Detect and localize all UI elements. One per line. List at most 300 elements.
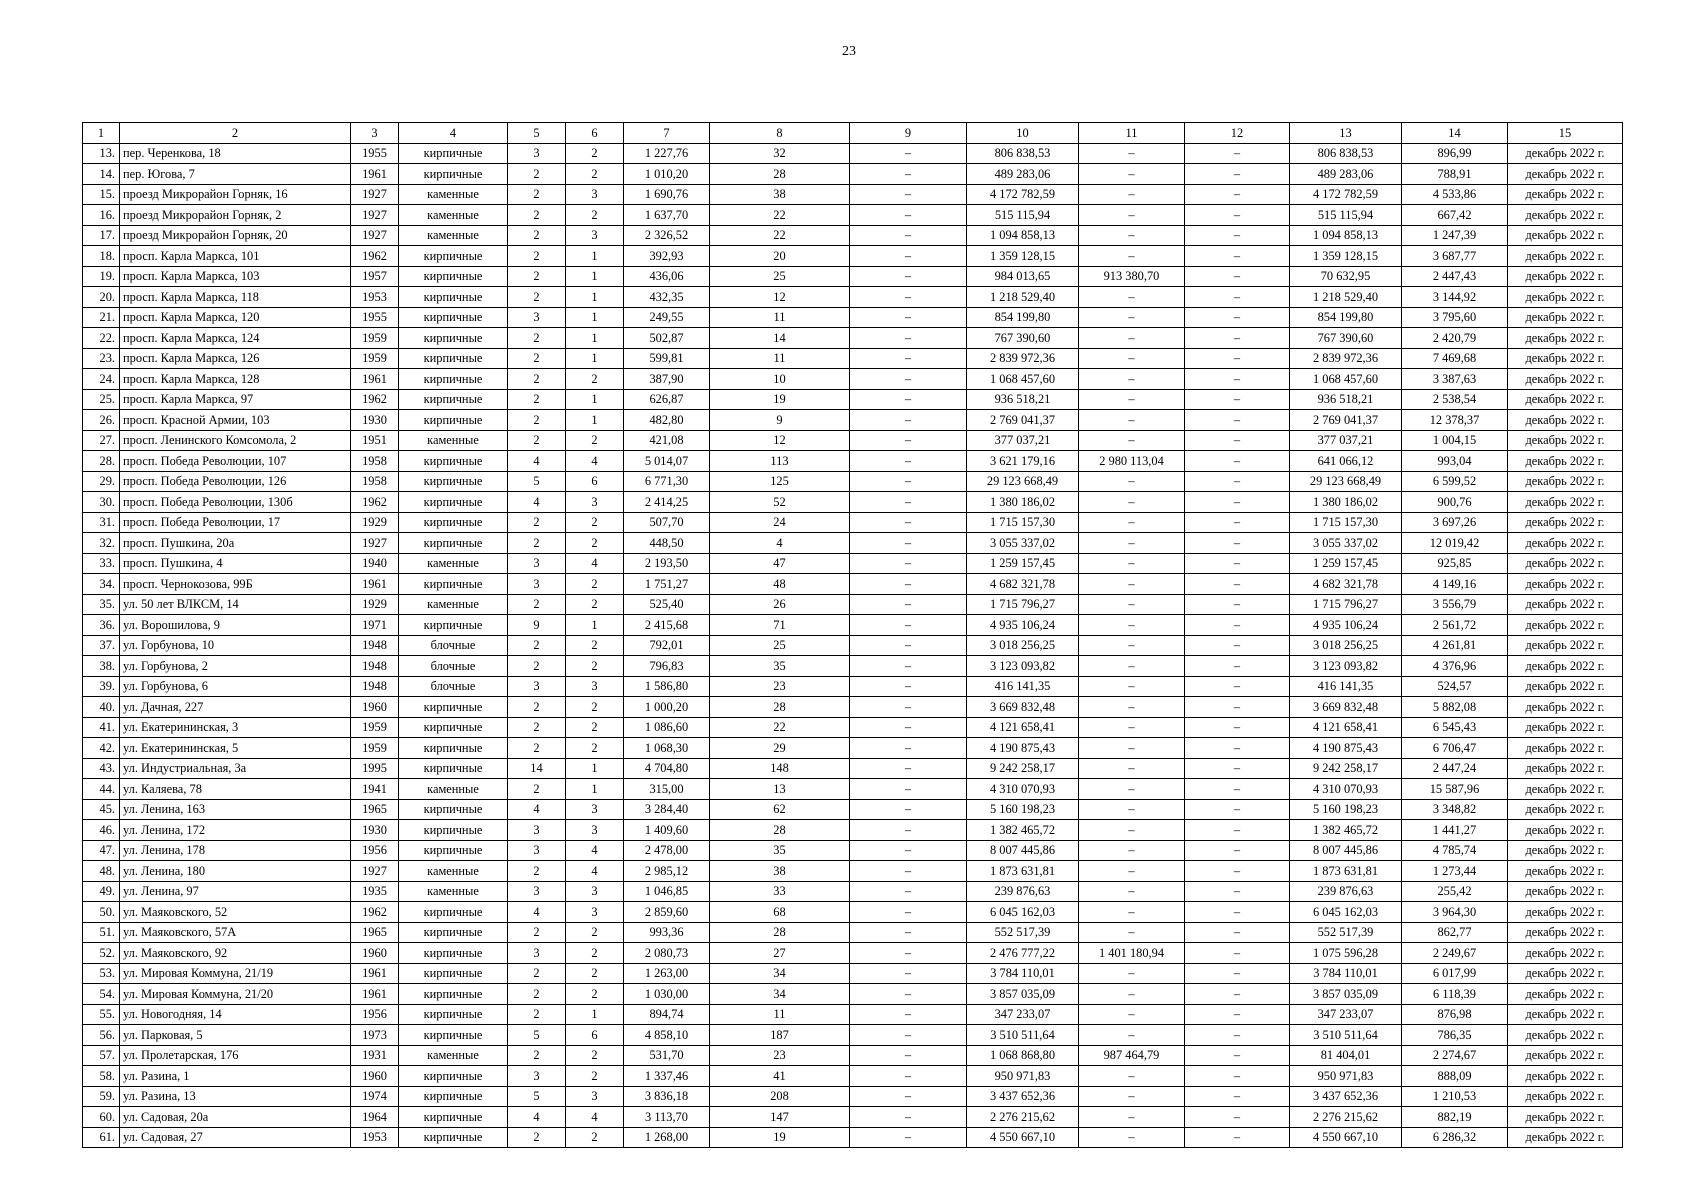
table-cell-col-13: 1 873 631,81	[1290, 861, 1402, 882]
table-cell-col-11: –	[1079, 656, 1185, 677]
table-cell-col-12: –	[1185, 758, 1290, 779]
table-cell-col-3: 1971	[351, 615, 399, 636]
table-cell-col-13: 1 075 596,28	[1290, 943, 1402, 964]
table-cell-col-12: –	[1185, 820, 1290, 841]
table-cell-col-12: –	[1185, 984, 1290, 1005]
table-cell-col-14: 3 144,92	[1402, 287, 1508, 308]
table-cell-col-14: 3 387,63	[1402, 369, 1508, 390]
table-cell-col-8: 38	[710, 184, 850, 205]
table-cell-col-5: 2	[508, 389, 566, 410]
table-cell-col-9: –	[850, 881, 967, 902]
table-cell-col-11: –	[1079, 861, 1185, 882]
table-cell-col-7: 1 000,20	[624, 697, 710, 718]
table-cell-col-6: 1	[566, 389, 624, 410]
column-header-13: 13	[1290, 123, 1402, 144]
table-cell-col-2: просп. Карла Маркса, 103	[120, 266, 351, 287]
table-cell-col-4: кирпичные	[399, 943, 508, 964]
table-cell-col-9: –	[850, 512, 967, 533]
table-cell-col-15: декабрь 2022 г.	[1508, 943, 1623, 964]
table-cell-col-1: 48.	[83, 861, 120, 882]
table-row	[83, 676, 1623, 697]
table-cell-col-1: 54.	[83, 984, 120, 1005]
table-cell-col-15: декабрь 2022 г.	[1508, 369, 1623, 390]
table-cell-col-7: 626,87	[624, 389, 710, 410]
table-cell-col-9: –	[850, 963, 967, 984]
table-cell-col-8: 26	[710, 594, 850, 615]
table-cell-col-1: 55.	[83, 1004, 120, 1025]
table-cell-col-11: –	[1079, 471, 1185, 492]
table-cell-col-7: 5 014,07	[624, 451, 710, 472]
table-cell-col-4: кирпичные	[399, 717, 508, 738]
column-header-14: 14	[1402, 123, 1508, 144]
table-cell-col-2: ул. Ворошилова, 9	[120, 615, 351, 636]
table-cell-col-7: 599,81	[624, 348, 710, 369]
table-cell-col-7: 507,70	[624, 512, 710, 533]
table-cell-col-11: –	[1079, 246, 1185, 267]
table-cell-col-8: 41	[710, 1066, 850, 1087]
table-cell-col-3: 1974	[351, 1086, 399, 1107]
table-cell-col-8: 25	[710, 635, 850, 656]
table-cell-col-9: –	[850, 1066, 967, 1087]
table-row	[83, 738, 1623, 759]
table-cell-col-4: каменные	[399, 553, 508, 574]
table-cell-col-14: 1 441,27	[1402, 820, 1508, 841]
table-cell-col-9: –	[850, 943, 967, 964]
table-cell-col-5: 2	[508, 164, 566, 185]
table-cell-col-6: 6	[566, 1025, 624, 1046]
table-cell-col-13: 4 310 070,93	[1290, 779, 1402, 800]
table-cell-col-11: –	[1079, 1127, 1185, 1148]
table-cell-col-6: 3	[566, 492, 624, 513]
table-cell-col-14: 5 882,08	[1402, 697, 1508, 718]
table-cell-col-10: 1 359 128,15	[967, 246, 1079, 267]
table-cell-col-1: 36.	[83, 615, 120, 636]
table-cell-col-3: 1958	[351, 471, 399, 492]
table-cell-col-10: 4 550 667,10	[967, 1127, 1079, 1148]
table-cell-col-13: 854 199,80	[1290, 307, 1402, 328]
table-cell-col-9: –	[850, 1107, 967, 1128]
table-cell-col-13: 5 160 198,23	[1290, 799, 1402, 820]
table-cell-col-14: 3 556,79	[1402, 594, 1508, 615]
table-cell-col-12: –	[1185, 389, 1290, 410]
table-cell-col-1: 43.	[83, 758, 120, 779]
table-cell-col-14: 4 785,74	[1402, 840, 1508, 861]
table-cell-col-10: 29 123 668,49	[967, 471, 1079, 492]
table-cell-col-2: проезд Микрорайон Горняк, 2	[120, 205, 351, 226]
table-cell-col-5: 2	[508, 779, 566, 800]
table-cell-col-14: 3 687,77	[1402, 246, 1508, 267]
table-cell-col-3: 1959	[351, 738, 399, 759]
table-cell-col-2: ул. Маяковского, 92	[120, 943, 351, 964]
table-row	[83, 266, 1623, 287]
table-cell-col-15: декабрь 2022 г.	[1508, 1025, 1623, 1046]
table-cell-col-2: ул. Разина, 13	[120, 1086, 351, 1107]
table-cell-col-14: 6 706,47	[1402, 738, 1508, 759]
table-row	[83, 615, 1623, 636]
table-cell-col-7: 1 068,30	[624, 738, 710, 759]
table-row	[83, 1004, 1623, 1025]
table-cell-col-14: 12 378,37	[1402, 410, 1508, 431]
table-cell-col-14: 4 261,81	[1402, 635, 1508, 656]
table-cell-col-3: 1948	[351, 676, 399, 697]
table-cell-col-3: 1953	[351, 1127, 399, 1148]
table-cell-col-9: –	[850, 758, 967, 779]
table-cell-col-11: –	[1079, 328, 1185, 349]
table-cell-col-15: декабрь 2022 г.	[1508, 410, 1623, 431]
table-cell-col-5: 2	[508, 184, 566, 205]
table-cell-col-8: 11	[710, 348, 850, 369]
table-cell-col-12: –	[1185, 348, 1290, 369]
table-cell-col-2: просп. Победа Революции, 107	[120, 451, 351, 472]
table-cell-col-9: –	[850, 779, 967, 800]
table-cell-col-1: 41.	[83, 717, 120, 738]
table-cell-col-6: 2	[566, 697, 624, 718]
table-cell-col-10: 3 784 110,01	[967, 963, 1079, 984]
table-row	[83, 389, 1623, 410]
table-cell-col-5: 2	[508, 246, 566, 267]
table-row	[83, 410, 1623, 431]
table-cell-col-11: –	[1079, 430, 1185, 451]
table-cell-col-9: –	[850, 389, 967, 410]
table-cell-col-9: –	[850, 717, 967, 738]
column-header-10: 10	[967, 123, 1079, 144]
table-cell-col-2: ул. Горбунова, 10	[120, 635, 351, 656]
table-cell-col-4: кирпичные	[399, 492, 508, 513]
table-cell-col-4: кирпичные	[399, 1066, 508, 1087]
table-cell-col-8: 9	[710, 410, 850, 431]
table-cell-col-4: кирпичные	[399, 820, 508, 841]
table-cell-col-5: 2	[508, 1004, 566, 1025]
table-cell-col-15: декабрь 2022 г.	[1508, 164, 1623, 185]
table-cell-col-13: 3 055 337,02	[1290, 533, 1402, 554]
table-cell-col-8: 11	[710, 1004, 850, 1025]
table-cell-col-12: –	[1185, 1004, 1290, 1025]
table-cell-col-11: –	[1079, 225, 1185, 246]
table-cell-col-4: кирпичные	[399, 1086, 508, 1107]
table-cell-col-11: –	[1079, 697, 1185, 718]
table-cell-col-9: –	[850, 635, 967, 656]
table-cell-col-4: каменные	[399, 225, 508, 246]
table-cell-col-9: –	[850, 471, 967, 492]
table-cell-col-5: 3	[508, 820, 566, 841]
table-cell-col-12: –	[1185, 1066, 1290, 1087]
table-cell-col-11: –	[1079, 963, 1185, 984]
table-cell-col-9: –	[850, 553, 967, 574]
table-cell-col-10: 4 121 658,41	[967, 717, 1079, 738]
table-cell-col-6: 1	[566, 266, 624, 287]
table-cell-col-1: 47.	[83, 840, 120, 861]
table-cell-col-1: 30.	[83, 492, 120, 513]
table-cell-col-9: –	[850, 676, 967, 697]
table-cell-col-4: кирпичные	[399, 758, 508, 779]
table-cell-col-9: –	[850, 410, 967, 431]
table-cell-col-10: 4 310 070,93	[967, 779, 1079, 800]
table-cell-col-11: –	[1079, 348, 1185, 369]
table-cell-col-7: 2 859,60	[624, 902, 710, 923]
table-cell-col-6: 6	[566, 471, 624, 492]
table-cell-col-4: кирпичные	[399, 389, 508, 410]
table-cell-col-14: 900,76	[1402, 492, 1508, 513]
table-cell-col-9: –	[850, 225, 967, 246]
table-cell-col-11: –	[1079, 553, 1185, 574]
table-cell-col-1: 52.	[83, 943, 120, 964]
table-cell-col-7: 482,80	[624, 410, 710, 431]
table-cell-col-5: 4	[508, 902, 566, 923]
table-cell-col-1: 14.	[83, 164, 120, 185]
table-cell-col-2: просп. Карла Маркса, 118	[120, 287, 351, 308]
table-cell-col-8: 187	[710, 1025, 850, 1046]
table-cell-col-1: 50.	[83, 902, 120, 923]
table-cell-col-8: 52	[710, 492, 850, 513]
table-cell-col-8: 208	[710, 1086, 850, 1107]
table-cell-col-10: 239 876,63	[967, 881, 1079, 902]
table-cell-col-11: –	[1079, 1107, 1185, 1128]
table-cell-col-2: ул. Разина, 1	[120, 1066, 351, 1087]
table-cell-col-8: 11	[710, 307, 850, 328]
table-cell-col-3: 1962	[351, 389, 399, 410]
table-cell-col-13: 3 437 652,36	[1290, 1086, 1402, 1107]
table-cell-col-7: 2 415,68	[624, 615, 710, 636]
table-cell-col-15: декабрь 2022 г.	[1508, 225, 1623, 246]
table-cell-col-5: 14	[508, 758, 566, 779]
table-cell-col-6: 2	[566, 922, 624, 943]
table-cell-col-15: декабрь 2022 г.	[1508, 328, 1623, 349]
table-cell-col-9: –	[850, 287, 967, 308]
table-cell-col-3: 1959	[351, 717, 399, 738]
column-header-4: 4	[399, 123, 508, 144]
table-cell-col-10: 4 172 782,59	[967, 184, 1079, 205]
table-cell-col-12: –	[1185, 861, 1290, 882]
table-cell-col-8: 19	[710, 1127, 850, 1148]
table-cell-col-10: 4 190 875,43	[967, 738, 1079, 759]
table-cell-col-3: 1927	[351, 225, 399, 246]
table-cell-col-12: –	[1185, 881, 1290, 902]
table-cell-col-8: 27	[710, 943, 850, 964]
table-cell-col-14: 4 533,86	[1402, 184, 1508, 205]
table-cell-col-11: –	[1079, 779, 1185, 800]
table-cell-col-15: декабрь 2022 г.	[1508, 512, 1623, 533]
table-cell-col-12: –	[1185, 922, 1290, 943]
table-row	[83, 656, 1623, 677]
table-cell-col-12: –	[1185, 512, 1290, 533]
table-cell-col-6: 2	[566, 984, 624, 1005]
table-cell-col-10: 377 037,21	[967, 430, 1079, 451]
table-cell-col-10: 806 838,53	[967, 143, 1079, 164]
table-cell-col-2: проезд Микрорайон Горняк, 20	[120, 225, 351, 246]
table-cell-col-15: декабрь 2022 г.	[1508, 779, 1623, 800]
table-cell-col-9: –	[850, 143, 967, 164]
table-cell-col-5: 2	[508, 225, 566, 246]
table-row	[83, 205, 1623, 226]
table-cell-col-12: –	[1185, 266, 1290, 287]
table-cell-col-12: –	[1185, 717, 1290, 738]
table-cell-col-12: –	[1185, 369, 1290, 390]
table-cell-col-15: декабрь 2022 г.	[1508, 266, 1623, 287]
table-cell-col-4: каменные	[399, 594, 508, 615]
table-cell-col-12: –	[1185, 635, 1290, 656]
table-cell-col-15: декабрь 2022 г.	[1508, 758, 1623, 779]
table-cell-col-11: –	[1079, 881, 1185, 902]
table-cell-col-2: ул. Индустриальная, 3а	[120, 758, 351, 779]
table-cell-col-2: просп. Карла Маркса, 128	[120, 369, 351, 390]
table-cell-col-3: 1961	[351, 984, 399, 1005]
table-cell-col-13: 4 935 106,24	[1290, 615, 1402, 636]
table-cell-col-10: 1 715 157,30	[967, 512, 1079, 533]
table-cell-col-5: 3	[508, 307, 566, 328]
table-cell-col-11: –	[1079, 1025, 1185, 1046]
table-cell-col-4: каменные	[399, 205, 508, 226]
table-cell-col-1: 61.	[83, 1127, 120, 1148]
table-cell-col-3: 1965	[351, 799, 399, 820]
table-cell-col-14: 896,99	[1402, 143, 1508, 164]
table-cell-col-9: –	[850, 1004, 967, 1025]
column-header-7: 7	[624, 123, 710, 144]
table-cell-col-8: 34	[710, 963, 850, 984]
table-cell-col-7: 1 690,76	[624, 184, 710, 205]
table-row	[83, 369, 1623, 390]
table-cell-col-13: 3 018 256,25	[1290, 635, 1402, 656]
table-cell-col-14: 3 348,82	[1402, 799, 1508, 820]
table-cell-col-5: 2	[508, 533, 566, 554]
table-row	[83, 1086, 1623, 1107]
table-cell-col-2: просп. Пушкина, 4	[120, 553, 351, 574]
table-cell-col-15: декабрь 2022 г.	[1508, 1045, 1623, 1066]
table-cell-col-10: 3 018 256,25	[967, 635, 1079, 656]
table-cell-col-12: –	[1185, 656, 1290, 677]
table-cell-col-5: 9	[508, 615, 566, 636]
table-cell-col-8: 34	[710, 984, 850, 1005]
table-cell-col-3: 1930	[351, 820, 399, 841]
table-cell-col-9: –	[850, 1025, 967, 1046]
table-cell-col-6: 2	[566, 738, 624, 759]
table-cell-col-15: декабрь 2022 г.	[1508, 697, 1623, 718]
table-cell-col-13: 347 233,07	[1290, 1004, 1402, 1025]
table-cell-col-1: 42.	[83, 738, 120, 759]
table-cell-col-4: кирпичные	[399, 738, 508, 759]
table-cell-col-11: –	[1079, 287, 1185, 308]
table-cell-col-13: 1 094 858,13	[1290, 225, 1402, 246]
table-cell-col-3: 1953	[351, 287, 399, 308]
table-cell-col-2: просп. Победа Революции, 17	[120, 512, 351, 533]
table-cell-col-10: 3 437 652,36	[967, 1086, 1079, 1107]
table-cell-col-7: 3 284,40	[624, 799, 710, 820]
table-cell-col-3: 1964	[351, 1107, 399, 1128]
table-cell-col-10: 4 935 106,24	[967, 615, 1079, 636]
table-cell-col-13: 4 121 658,41	[1290, 717, 1402, 738]
table-cell-col-13: 4 550 667,10	[1290, 1127, 1402, 1148]
table-cell-col-12: –	[1185, 451, 1290, 472]
table-cell-col-2: ул. Садовая, 20а	[120, 1107, 351, 1128]
table-cell-col-1: 24.	[83, 369, 120, 390]
table-cell-col-7: 436,06	[624, 266, 710, 287]
table-row	[83, 922, 1623, 943]
table-cell-col-15: декабрь 2022 г.	[1508, 1127, 1623, 1148]
table-cell-col-10: 2 839 972,36	[967, 348, 1079, 369]
table-cell-col-8: 35	[710, 656, 850, 677]
table-cell-col-14: 2 447,43	[1402, 266, 1508, 287]
table-cell-col-5: 2	[508, 594, 566, 615]
table-cell-col-7: 2 414,25	[624, 492, 710, 513]
table-cell-col-9: –	[850, 615, 967, 636]
table-cell-col-6: 4	[566, 451, 624, 472]
table-cell-col-11: –	[1079, 615, 1185, 636]
table-cell-col-6: 1	[566, 307, 624, 328]
table-cell-col-2: просп. Карла Маркса, 101	[120, 246, 351, 267]
table-cell-col-8: 113	[710, 451, 850, 472]
table-cell-col-4: блочные	[399, 676, 508, 697]
table-row	[83, 881, 1623, 902]
table-cell-col-10: 1 715 796,27	[967, 594, 1079, 615]
table-cell-col-10: 9 242 258,17	[967, 758, 1079, 779]
header-row	[83, 123, 1623, 144]
table-cell-col-13: 416 141,35	[1290, 676, 1402, 697]
table-cell-col-9: –	[850, 1086, 967, 1107]
table-cell-col-13: 2 276 215,62	[1290, 1107, 1402, 1128]
table-cell-col-11: –	[1079, 369, 1185, 390]
table-cell-col-14: 1 273,44	[1402, 861, 1508, 882]
table-cell-col-9: –	[850, 184, 967, 205]
table-cell-col-6: 3	[566, 225, 624, 246]
table-cell-col-1: 38.	[83, 656, 120, 677]
table-cell-col-8: 22	[710, 225, 850, 246]
table-cell-col-12: –	[1185, 963, 1290, 984]
table-cell-col-4: каменные	[399, 779, 508, 800]
table-cell-col-1: 46.	[83, 820, 120, 841]
table-cell-col-5: 2	[508, 717, 566, 738]
table-cell-col-6: 1	[566, 410, 624, 431]
table-cell-col-4: кирпичные	[399, 840, 508, 861]
table-cell-col-7: 392,93	[624, 246, 710, 267]
column-header-12: 12	[1185, 123, 1290, 144]
table-cell-col-11: –	[1079, 758, 1185, 779]
table-cell-col-4: кирпичные	[399, 246, 508, 267]
table-cell-col-14: 2 274,67	[1402, 1045, 1508, 1066]
table-cell-col-7: 2 326,52	[624, 225, 710, 246]
table-cell-col-2: просп. Чернокозова, 99Б	[120, 574, 351, 595]
table-cell-col-2: просп. Ленинского Комсомола, 2	[120, 430, 351, 451]
table-cell-col-10: 416 141,35	[967, 676, 1079, 697]
table-cell-col-8: 147	[710, 1107, 850, 1128]
table-row	[83, 984, 1623, 1005]
table-cell-col-5: 2	[508, 635, 566, 656]
table-cell-col-9: –	[850, 492, 967, 513]
table-cell-col-13: 1 259 157,45	[1290, 553, 1402, 574]
table-cell-col-4: каменные	[399, 881, 508, 902]
table-cell-col-11: –	[1079, 1004, 1185, 1025]
table-cell-col-10: 552 517,39	[967, 922, 1079, 943]
table-cell-col-14: 6 118,39	[1402, 984, 1508, 1005]
table-cell-col-13: 4 190 875,43	[1290, 738, 1402, 759]
table-cell-col-12: –	[1185, 143, 1290, 164]
table-row	[83, 1107, 1623, 1128]
table-cell-col-2: пер. Югова, 7	[120, 164, 351, 185]
table-cell-col-8: 28	[710, 922, 850, 943]
table-cell-col-12: –	[1185, 553, 1290, 574]
table-cell-col-5: 2	[508, 512, 566, 533]
table-cell-col-7: 2 985,12	[624, 861, 710, 882]
table-cell-col-3: 1973	[351, 1025, 399, 1046]
table-cell-col-9: –	[850, 307, 967, 328]
table-cell-col-6: 2	[566, 512, 624, 533]
table-cell-col-15: декабрь 2022 г.	[1508, 471, 1623, 492]
table-cell-col-5: 3	[508, 943, 566, 964]
table-cell-col-4: кирпичные	[399, 369, 508, 390]
table-cell-col-11: –	[1079, 738, 1185, 759]
table-cell-col-3: 1962	[351, 492, 399, 513]
table-cell-col-14: 2 538,54	[1402, 389, 1508, 410]
table-cell-col-3: 1927	[351, 184, 399, 205]
table-cell-col-9: –	[850, 205, 967, 226]
